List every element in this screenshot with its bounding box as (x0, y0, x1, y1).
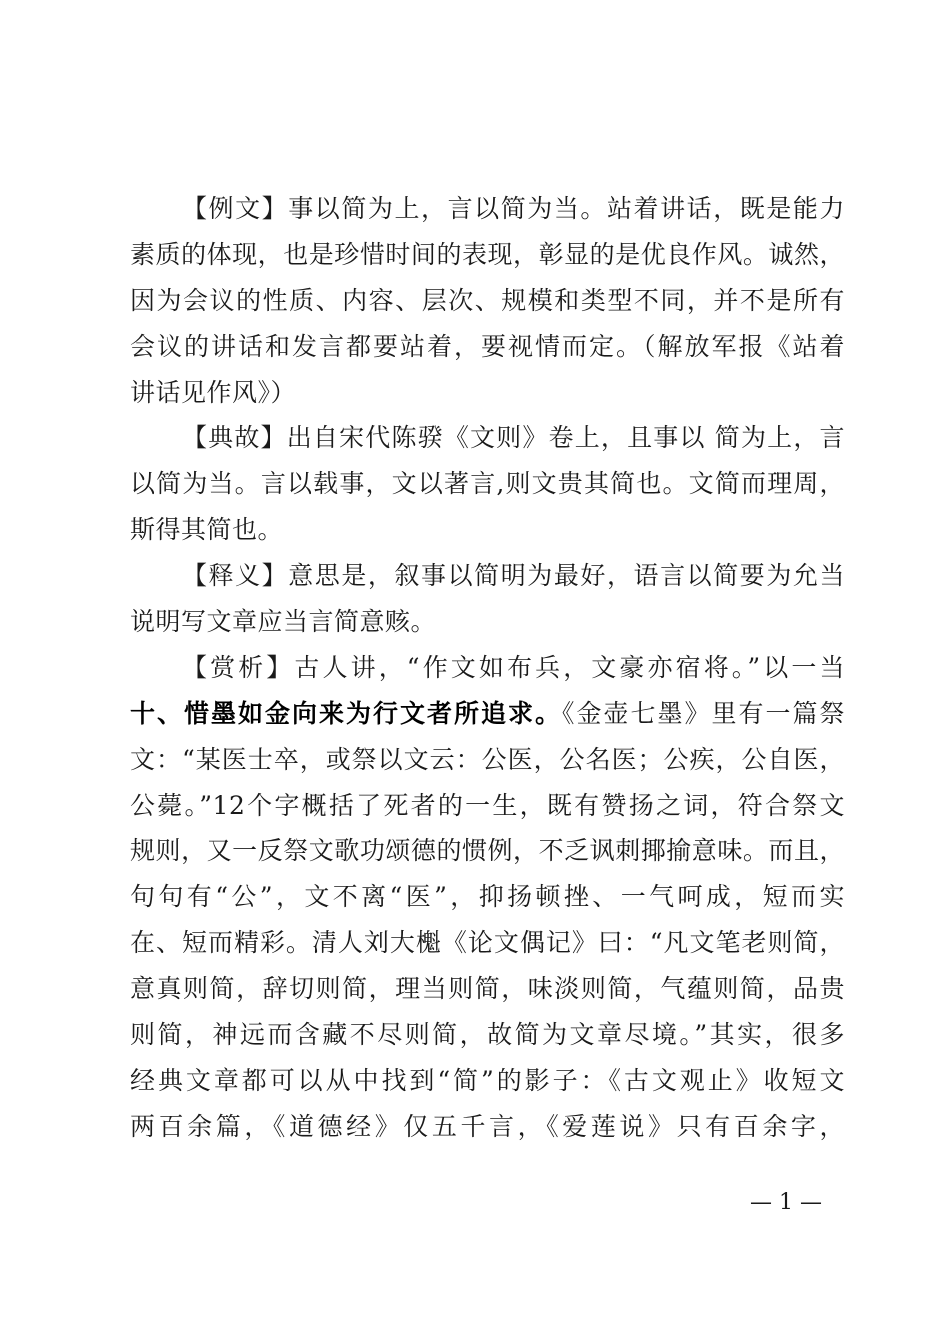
text-line: 以简为当。言以载事，文以著言,则文贵其简也。文简而理周， (130, 469, 845, 499)
text-line: 斯得其简也。 (130, 515, 284, 545)
text-line: 讲话见作风》） (130, 377, 297, 407)
text-segment: 《金壶七墨》里有一篇祭 (561, 698, 845, 728)
text-line: 意真则简，辞切则简，理当则简，味淡则简，气蕴则简，品贵 (130, 974, 845, 1004)
text-line: 则简，神远而含藏不尽则简，故简为文章尽境。”其实，很多 (130, 1020, 845, 1050)
text-line: 素质的体现，也是珍惜时间的表现，彰显的是优良作风。诚然， (130, 239, 845, 269)
text-line: 【释义】意思是，叙事以简明为最好，语言以简要为允当 (182, 561, 845, 591)
page-number-label: — 1 — (750, 1190, 822, 1215)
text-line: 在、短而精彩。清人刘大櫆《论文偶记》曰：“凡文笔老则简， (130, 928, 845, 958)
highlighted-sentence: 十、惜墨如金向来为行文者所追求。 (130, 698, 562, 728)
body-text (130, 186, 845, 1150)
text-line: 说明写文章应当言简意赅。 (130, 607, 437, 637)
text-line: 【典故】出自宋代陈骙《文则》卷上，且事以 简为上，言 (182, 423, 845, 453)
text-line: 经典文章都可以从中找到“简”的影子：《古文观止》收短文 (130, 1065, 845, 1095)
text-line: 因为会议的性质、内容、层次、规模和类型不同，并不是所有 (130, 285, 845, 315)
text-line: 规则，又一反祭文歌功颂德的惯例，不乏讽刺揶揄意味。而且， (130, 836, 845, 866)
text-line (130, 691, 845, 737)
text-line: 【赏析】古人讲，“作文如布兵，文豪亦宿将。”以一当 (182, 652, 845, 682)
text-line: 句句有“公”，文不离“医”，抑扬顿挫、一气呵成，短而实 (130, 882, 845, 912)
text-line: 文：“某医士卒，或祭以文云：公医，公名医；公疾，公自医， (130, 744, 845, 774)
text-line: 两百余篇，《道德经》仅五千言，《爱莲说》只有百余字， (130, 1111, 845, 1141)
text-line: 会议的讲话和发言都要站着，要视情而定。（解放军报《站着 (130, 331, 845, 361)
text-line: 【例文】事以简为上，言以简为当。站着讲话，既是能力 (182, 194, 845, 223)
text-line: 公薨。”12个字概括了死者的一生，既有赞扬之词，符合祭文 (130, 790, 845, 820)
